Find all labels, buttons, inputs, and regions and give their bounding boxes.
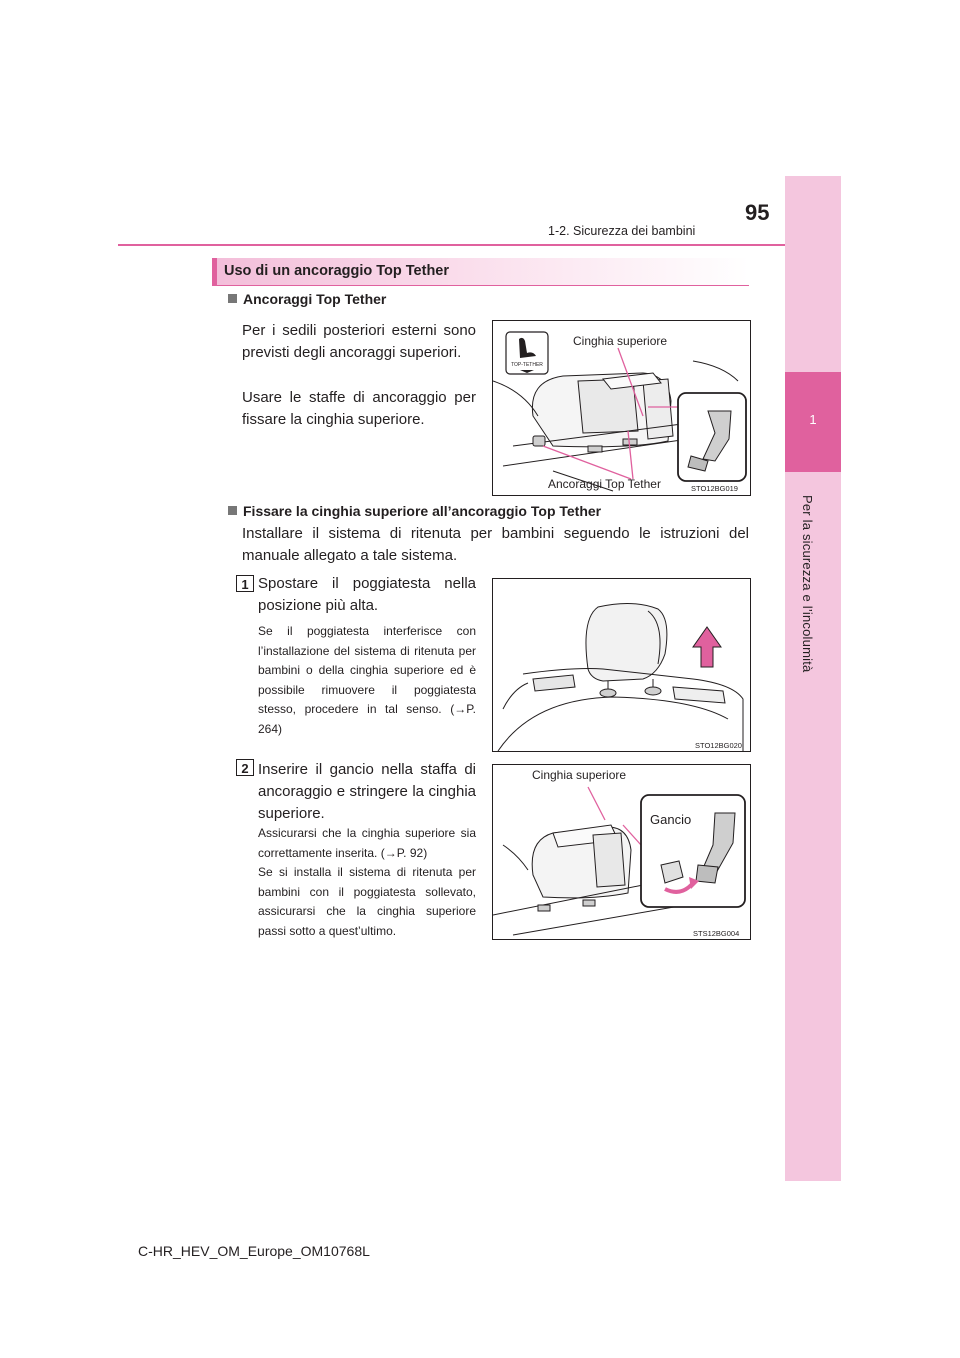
anchors-paragraph-2: Usare le staffe di ancoraggio per fissare la cinghia superiore. [242, 389, 476, 428]
fastening-intro: Installare il sistema di ritenuta per bambini seguendo le istruzioni del manuale allegato a tale sistema. [242, 525, 749, 564]
figure-label-anchors: Ancoraggi Top Tether [548, 477, 661, 491]
step-number-badge: 1 [236, 575, 254, 592]
bullet-square-icon [228, 506, 237, 515]
figure-label-strap: Cinghia superiore [532, 768, 627, 782]
fastening-heading: Fissare la cinghia superiore all’ancoraggio Top Tether [228, 503, 601, 519]
running-head: 1-2. Sicurezza dei bambini [548, 224, 696, 238]
section-title: Uso di un ancoraggio Top Tether [224, 263, 450, 279]
figure-label-hook: Gancio [650, 812, 692, 827]
anchors-paragraph-1: Per i sedili posteriori esterni sono previsti degli ancoraggi superiori. [242, 322, 476, 361]
anchors-heading: Ancoraggi Top Tether [228, 291, 386, 307]
document-id: C-HR_HEV_OM_Europe_OM10768L [138, 1243, 370, 1259]
figure-top-tether-anchors [492, 320, 751, 496]
chapter-number: 1 [809, 412, 817, 427]
figure-code: STO12BG019 [691, 484, 738, 493]
header-rule [118, 244, 785, 246]
step-1-text: Spostare il poggiatesta nella posizione più alta. [258, 575, 476, 614]
step-1-note: Se il poggiatesta interferisce con l’installazione del sistema di ritenuta per bambini o della cinghia superiore ed è possibile rimuovere il poggiatesta stesso, procedere in tal senso. (→P. 264) [258, 624, 476, 736]
figure-code: STS12BG004 [693, 929, 740, 938]
step-2-text: Inserire il gancio nella staffa di ancoraggio e stringere la cinghia superiore. [258, 761, 476, 822]
section-underline [212, 285, 749, 286]
step-number-badge: 2 [236, 759, 254, 776]
figure-code: STO12BG020 [695, 741, 742, 750]
figure-label-strap: Cinghia superiore [573, 334, 668, 348]
figure-headrest-raise [492, 578, 751, 752]
figure-hook-insert [492, 764, 751, 940]
top-tether-badge-text: TOP-TETHER [511, 362, 543, 368]
page-number: 95 [745, 200, 770, 225]
chapter-side-strip [785, 176, 841, 1181]
chapter-label: Per la sicurezza e l’incolumità [800, 495, 815, 673]
step-2-note: Assicurarsi che la cinghia superiore sia correttamente inserita. (→P. 92) Se si installa il sistema di ritenuta per bambini con il poggiatesta sollevato, assicurarsi che la cinghia superiore passi sotto a quest’ultimo. [258, 826, 476, 938]
bullet-square-icon [228, 294, 237, 303]
